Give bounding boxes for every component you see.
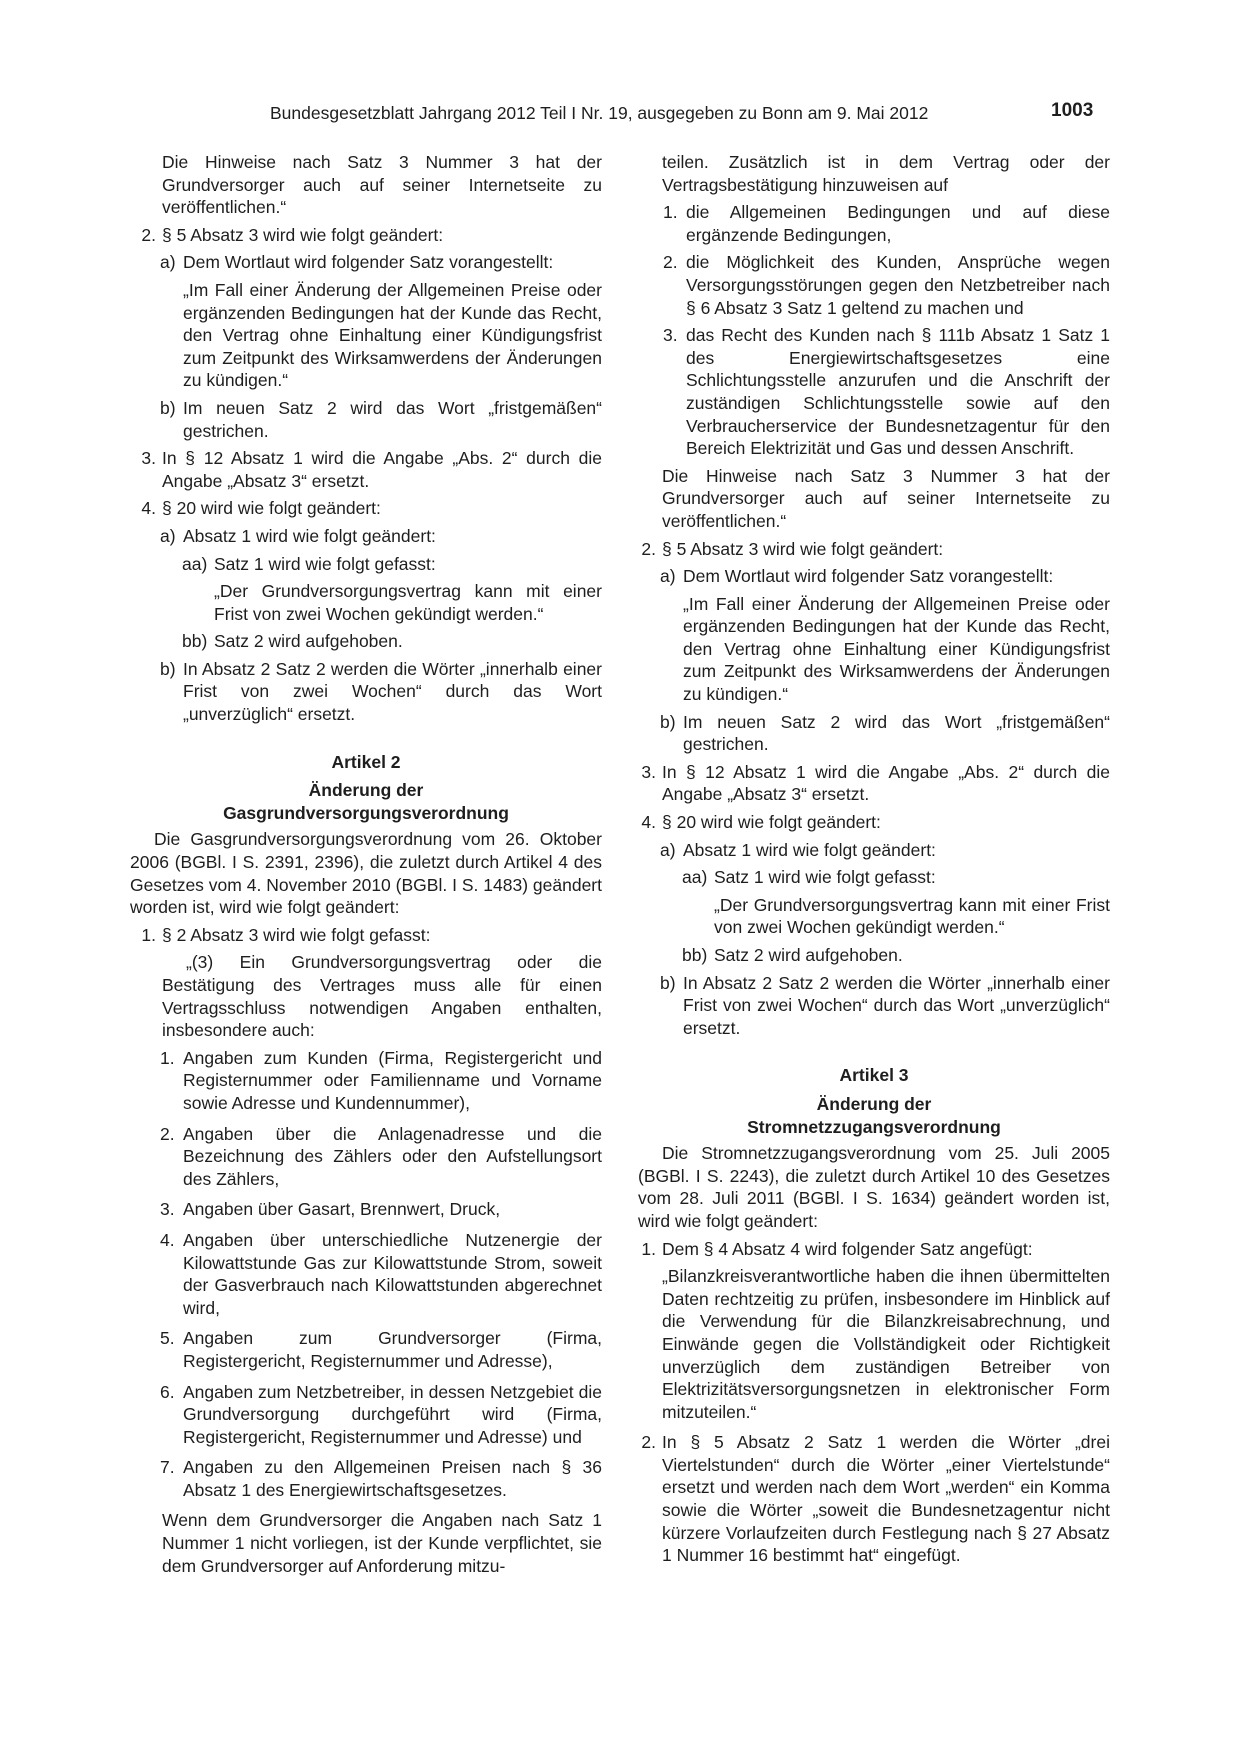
list-item	[682, 866, 1110, 889]
article-title: Artikel 3	[839, 1065, 909, 1086]
list-item	[641, 1431, 1110, 1567]
item-label: 2.	[663, 252, 678, 273]
item-text: die Allgemeinen Bedingungen und auf diese ergänzende Bedingungen,	[686, 202, 1110, 245]
item-text: In § 5 Absatz 2 Satz 1 werden die Wörter „drei Viertelstunden“ durch die Wörter „einer Viertelstunde“ ersetzt und werden nach dem Wort „werden“ ein Komma sowie die Wörter „soweit die Bundesnetzagentur nicht kürzere Vorlaufzeiten durch Festlegung nach § 27 Absatz 1 Nummer 16 bestimmt hat“ eingefügt.	[662, 1432, 1110, 1566]
item-label: a)	[660, 839, 676, 860]
left-column	[130, 151, 602, 1577]
item-text: Absatz 1 wird wie folgt geändert:	[183, 525, 436, 546]
item-text: Im neuen Satz 2 wird das Wort „fristgemäßen“ gestrichen.	[683, 711, 1110, 755]
article-title: Artikel 2	[331, 751, 401, 772]
quote: „Der Grundversorgungsvertrag kann mit einer Frist von zwei Wochen gekündigt werden.“	[214, 581, 602, 624]
item-text: Im neuen Satz 2 wird das Wort „fristgemäßen“ gestrichen.	[183, 397, 602, 441]
list-item	[160, 1381, 602, 1449]
item-text: In § 12 Absatz 1 wird die Angabe „Abs. 2“ durch die Angabe „Absatz 3“ ersetzt.	[162, 448, 602, 491]
item-label: b)	[160, 397, 176, 418]
list-item	[141, 447, 602, 492]
item-text: Absatz 1 wird wie folgt geändert:	[683, 839, 936, 860]
item-label: 2.	[160, 1123, 175, 1144]
list-item	[160, 525, 602, 548]
paragraph: Die Hinweise nach Satz 3 Nummer 3 hat der Grundversorger auch auf seiner Internetseite zu veröffentlichen.“	[662, 465, 1110, 531]
list-item	[160, 1229, 602, 1319]
item-text: § 5 Absatz 3 wird wie folgt geändert:	[162, 224, 444, 245]
list-item	[141, 224, 602, 247]
page-number: 1003	[1051, 100, 1094, 121]
list-item	[141, 924, 602, 947]
list-item	[641, 1238, 1110, 1261]
item-text: § 20 wird wie folgt geändert:	[662, 812, 881, 833]
item-text: Angaben zum Grundversorger (Firma, Registergericht, Registernummer und Adresse),	[183, 1328, 602, 1371]
item-label: 3.	[641, 761, 656, 782]
item-text: Angaben zum Netzbetreiber, in dessen Netzgebiet die Grundversorgung durchgeführt wird (Firma, Registergericht, Registernummer und Adresse) und	[183, 1381, 602, 1447]
paragraph: Wenn dem Grundversorger die Angaben nach Satz 1 Nummer 1 nicht vorliegen, ist der Kunde verpflichtet, sie dem Grundversorger auf Anforderung mitzu-	[162, 1510, 602, 1576]
article-subtitle: Gasgrundversorgungsverordnung	[223, 802, 509, 823]
item-text: Satz 1 wird wie folgt gefasst:	[214, 553, 436, 574]
item-text: Satz 1 wird wie folgt gefasst:	[714, 867, 936, 888]
item-label: 2.	[641, 1432, 656, 1453]
list-item	[141, 497, 602, 520]
item-text: In § 12 Absatz 1 wird die Angabe „Abs. 2“ durch die Angabe „Absatz 3“ ersetzt.	[662, 761, 1110, 805]
article-subtitle: Änderung der	[308, 780, 424, 801]
paragraph: Die Hinweise nach Satz 3 Nummer 3 hat der Grundversorger auch auf seiner Internetseite zu veröffentlichen.“	[162, 152, 602, 218]
list-item	[160, 1327, 602, 1372]
article-subtitle: Stromnetzzugangsverordnung	[747, 1116, 1001, 1137]
item-label: 3.	[160, 1199, 175, 1220]
list-item	[663, 251, 1110, 319]
item-text: Dem Wortlaut wird folgender Satz vorangestellt:	[683, 566, 1054, 587]
list-item	[182, 630, 602, 653]
quote: „(3) Ein Grundversorgungsvertrag oder die Bestätigung des Vertrages muss alle für einen Vertragsschluss notwendigen Angaben enthalten, insbesondere auch:	[162, 952, 602, 1041]
quote: „Der Grundversorgungsvertrag kann mit einer Frist von zwei Wochen gekündigt werden.“	[714, 894, 1110, 938]
running-header: Bundesgesetzblatt Jahrgang 2012 Teil I Nr. 19, ausgegeben zu Bonn am 9. Mai 2012	[270, 103, 929, 123]
item-label: b)	[660, 972, 676, 993]
item-text: Satz 2 wird aufgehoben.	[714, 945, 903, 965]
item-label: 4.	[141, 498, 156, 519]
item-text: Dem § 4 Absatz 4 wird folgender Satz angefügt:	[662, 1238, 1033, 1259]
item-label: bb)	[682, 945, 708, 965]
item-text: Angaben über unterschiedliche Nutzenergie der Kilowattstunde Gas zur Kilowattstunde Strom, soweit der Gasverbrauch nach Kilowattstunden abgerechnet wird,	[183, 1229, 602, 1318]
item-label: 1.	[160, 1047, 175, 1068]
item-text: Angaben über Gasart, Brennwert, Druck,	[183, 1199, 501, 1220]
quote: „Im Fall einer Änderung der Allgemeinen Preise oder ergänzenden Bedingungen hat der Kunde das Recht, den Vertrag ohne Einhaltung einer Kündigungsfrist zum Zeitpunkt des Wirksamwerdens der Änderungen zu kündigen.“	[183, 279, 602, 391]
item-text: § 20 wird wie folgt geändert:	[162, 498, 381, 519]
list-item	[160, 251, 602, 274]
item-label: 1.	[641, 1238, 656, 1259]
item-text: § 2 Absatz 3 wird wie folgt gefasst:	[162, 924, 431, 945]
item-label: bb)	[182, 631, 208, 652]
list-item	[641, 538, 1110, 561]
item-label: 6.	[160, 1381, 175, 1402]
list-item	[160, 1456, 602, 1501]
item-label: a)	[160, 525, 176, 546]
list-item	[160, 1123, 602, 1191]
item-text: § 5 Absatz 3 wird wie folgt geändert:	[662, 538, 944, 559]
item-text: Angaben über die Anlagenadresse und die Bezeichnung des Zählers oder den Aufstellungsort des Zählers,	[183, 1123, 602, 1189]
item-label: 1.	[141, 924, 156, 945]
right-column	[638, 151, 1110, 1567]
paragraph: teilen. Zusätzlich ist in dem Vertrag oder der Vertragsbestätigung hinzuweisen auf	[662, 152, 1110, 195]
item-label: 2.	[141, 224, 156, 245]
quote: „Im Fall einer Änderung der Allgemeinen Preise oder ergänzenden Bedingungen hat der Kunde das Recht, den Vertrag ohne Einhaltung einer Kündigungsfrist zum Zeitpunkt des Wirksamwerdens der Änderungen zu kündigen.“	[683, 593, 1110, 705]
list-item	[663, 324, 1110, 460]
item-text: In Absatz 2 Satz 2 werden die Wörter „innerhalb einer Frist von zwei Wochen“ durch das Wort „unverzüglich“ ersetzt.	[683, 972, 1110, 1038]
list-item	[182, 553, 602, 576]
item-label: b)	[160, 658, 176, 679]
item-text: Angaben zum Kunden (Firma, Registergericht und Registernummer oder Familienname und Vorname sowie Adresse und Kundennummer),	[183, 1047, 602, 1113]
item-text: das Recht des Kunden nach § 111b Absatz 1 Satz 1 des Energiewirtschaftsgesetzes eine Schlichtungsstelle anzurufen und die Anschrift der zuständigen Schlichtungsstelle sowie auf den Verbraucherservice der Bundesnetzagentur für den Bereich Elektrizität und Gas und dessen Anschrift.	[686, 325, 1110, 459]
item-label: 4.	[641, 812, 656, 833]
list-item	[660, 839, 1110, 862]
list-item	[160, 397, 602, 442]
item-label: 2.	[641, 538, 656, 559]
list-item	[160, 1047, 602, 1115]
list-item	[682, 944, 1110, 967]
item-label: 5.	[160, 1328, 175, 1349]
item-label: 4.	[160, 1229, 175, 1250]
list-item	[160, 658, 602, 726]
item-label: 1.	[663, 202, 678, 223]
list-item	[160, 1198, 602, 1221]
item-label: 3.	[663, 325, 678, 346]
list-item	[660, 711, 1110, 756]
item-label: aa)	[182, 553, 208, 574]
paragraph: Die Gasgrundversorgungsverordnung vom 26. Oktober 2006 (BGBl. I S. 2391, 2396), die zuletzt durch Artikel 4 des Gesetzes vom 4. November 2010 (BGBl. I S. 1483) geändert worden ist, wird wie folgt geändert:	[130, 829, 602, 918]
item-label: a)	[160, 252, 176, 273]
list-item	[660, 972, 1110, 1040]
quote: „Bilanzkreisverantwortliche haben die ihnen übermittelten Daten rechtzeitig zu prüfen, insbesondere im Hinblick auf die Verwendung für die Bilanzkreisabrechnung, und Einwände gegen die Vollständigkeit oder Richtigkeit unverzüglich dem zuständigen Betreiber von Elektrizitätsversorgungsnetzen in elektronischer Form mitzuteilen.“	[662, 1266, 1110, 1422]
article-subtitle: Änderung der	[816, 1093, 932, 1114]
item-label: 7.	[160, 1457, 175, 1478]
item-text: Dem Wortlaut wird folgender Satz vorangestellt:	[183, 252, 554, 273]
item-label: a)	[660, 566, 676, 587]
paragraph: Die Stromnetzzugangsverordnung vom 25. Juli 2005 (BGBl. I S. 2243), die zuletzt durch Artikel 10 des Gesetzes vom 28. Juli 2011 (BGBl. I S. 1634) geändert worden ist, wird wie folgt geändert:	[638, 1143, 1110, 1231]
item-text: Satz 2 wird aufgehoben.	[214, 631, 403, 652]
item-label: 3.	[141, 448, 156, 469]
list-item	[663, 201, 1110, 246]
item-label: b)	[660, 711, 676, 732]
item-text: In Absatz 2 Satz 2 werden die Wörter „innerhalb einer Frist von zwei Wochen“ durch das Wort „unverzüglich“ ersetzt.	[183, 658, 602, 725]
list-item	[660, 565, 1110, 588]
item-text: Angaben zu den Allgemeinen Preisen nach § 36 Absatz 1 des Energiewirtschaftsgesetzes.	[183, 1457, 602, 1500]
list-item	[641, 811, 1110, 834]
item-label: aa)	[682, 867, 708, 888]
item-text: die Möglichkeit des Kunden, Ansprüche wegen Versorgungsstörungen gegen den Netzbetreiber nach § 6 Absatz 3 Satz 1 geltend zu machen und	[686, 252, 1110, 318]
list-item	[641, 761, 1110, 806]
